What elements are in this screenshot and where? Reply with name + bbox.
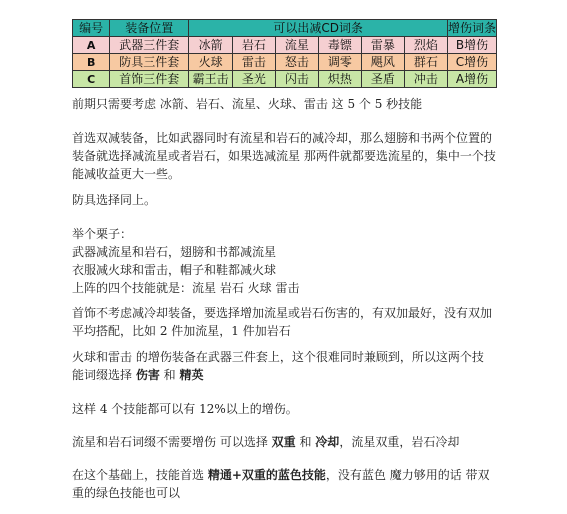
affix-cell: 雷击 (232, 54, 275, 71)
affix-cell: 调零 (318, 54, 361, 71)
paragraph-skill-choice (72, 466, 542, 502)
text-line: 上阵的四个技能就是：流星 岩石 火球 雷击 (72, 281, 300, 295)
affix-cell: 流星 (275, 37, 318, 54)
text-line: 防具选择同上。 (72, 193, 157, 207)
affix-cell: 冰箭 (189, 37, 233, 54)
text-line: 重的绿色技能也可以 (72, 486, 181, 500)
header-bonus: 增伤词条 (447, 20, 496, 35)
affix-cell: 闪击 (275, 71, 318, 88)
paragraph-double-reduction (72, 129, 542, 183)
text-span: ，流星双重，岩石冷却 (339, 435, 460, 449)
row-slot: 防具三件套 (110, 54, 189, 71)
text-span: ，没有蓝色 魔力够用的话 带双 (325, 468, 490, 482)
text-line: 能减收益更大一些。 (72, 167, 181, 181)
text-line: 首饰不考虑减冷却装备，要选择增加流星或岩石伤害的，有双加最好，没有双加 (72, 306, 493, 320)
text-line: 火球和雷击 的增伤装备在武器三件套上，这个很难同时兼顾到，所以这两个技 (72, 350, 484, 364)
text-span: 和 (159, 368, 180, 382)
row-code: C (73, 71, 110, 88)
text-line: 前期只需要考虑 冰箭、岩石、流星、火球、雷击 这 5 个 5 秒技能 (72, 97, 423, 111)
row-slot: 首饰三件套 (110, 71, 189, 88)
row-code: A (73, 37, 110, 54)
text-line: 这样 4 个技能都可以有 12%以上的增伤。 (72, 402, 298, 416)
header-code: 编号 (73, 20, 110, 37)
text-line: 装备就选择减流星或者岩石，如果选减流星 那两件就都要选流星的，集中一个技 (72, 149, 496, 163)
cd-affix-table (72, 19, 497, 88)
row-slot: 武器三件套 (110, 37, 189, 54)
affix-cell: 群石 (404, 54, 447, 71)
text-line (72, 433, 542, 451)
affix-cell: 霸王击 (189, 71, 233, 88)
affix-cell: 飓风 (361, 54, 404, 71)
paragraph-fireball-thunder (72, 348, 542, 384)
table-row (73, 54, 497, 71)
bold-keyword-elite: 精英 (179, 368, 204, 382)
paragraph-accessories (72, 304, 542, 340)
row-bonus: A增伤 (447, 71, 496, 88)
text-line (72, 366, 542, 384)
text-span: 和 (295, 435, 316, 449)
affix-cell: 烈焰 (404, 37, 447, 54)
text-line: 武器减流星和岩石，翅膀和书都减流星 (72, 245, 277, 259)
bold-keyword-double: 双重 (271, 435, 296, 449)
text-span: 流星和岩石词缀不需要增伤 可以选择 (72, 435, 272, 449)
text-span: 能词缀选择 (72, 368, 136, 382)
affix-cell: 圣光 (232, 71, 275, 88)
header-slot: 装备位置 (110, 20, 189, 37)
header-affixes: 可以出减CD词条 (189, 20, 448, 37)
paragraph-armor (72, 191, 542, 209)
text-line (72, 466, 542, 484)
row-bonus: C增伤 (447, 54, 496, 71)
paragraph-example (72, 225, 542, 297)
paragraph-early-skills (72, 95, 542, 113)
table-header-row (73, 20, 497, 37)
affix-cell: 冲击 (404, 71, 447, 88)
affix-cell: 毒镖 (318, 37, 361, 54)
affix-cell: 火球 (189, 54, 233, 71)
table-row (73, 71, 497, 88)
affix-cell: 雷暴 (361, 37, 404, 54)
row-bonus: B增伤 (447, 37, 496, 54)
bold-keyword-damage: 伤害 (135, 368, 160, 382)
row-code: B (73, 54, 110, 71)
text-line: 衣服减火球和雷击，帽子和鞋都减火球 (72, 263, 277, 277)
bold-keyword-cooldown: 冷却 (315, 435, 340, 449)
affix-cell: 圣盾 (361, 71, 404, 88)
paragraph-meteor-rock (72, 433, 542, 451)
text-line: 举个栗子： (72, 227, 133, 241)
affix-cell: 岩石 (232, 37, 275, 54)
text-line: 平均搭配，比如 2 件加流星，1 件加岩石 (72, 324, 291, 338)
bold-keyword-blue-skill: 精通+双重的蓝色技能 (207, 468, 326, 482)
affix-cell: 炽热 (318, 71, 361, 88)
paragraph-bonus-summary (72, 400, 542, 418)
table-row (73, 37, 497, 54)
text-line: 首选双减装备，比如武器同时有流星和岩石的减冷却，那么翅膀和书两个位置的 (72, 131, 493, 145)
text-span: 在这个基础上，技能首选 (72, 468, 208, 482)
affix-cell: 怒击 (275, 54, 318, 71)
